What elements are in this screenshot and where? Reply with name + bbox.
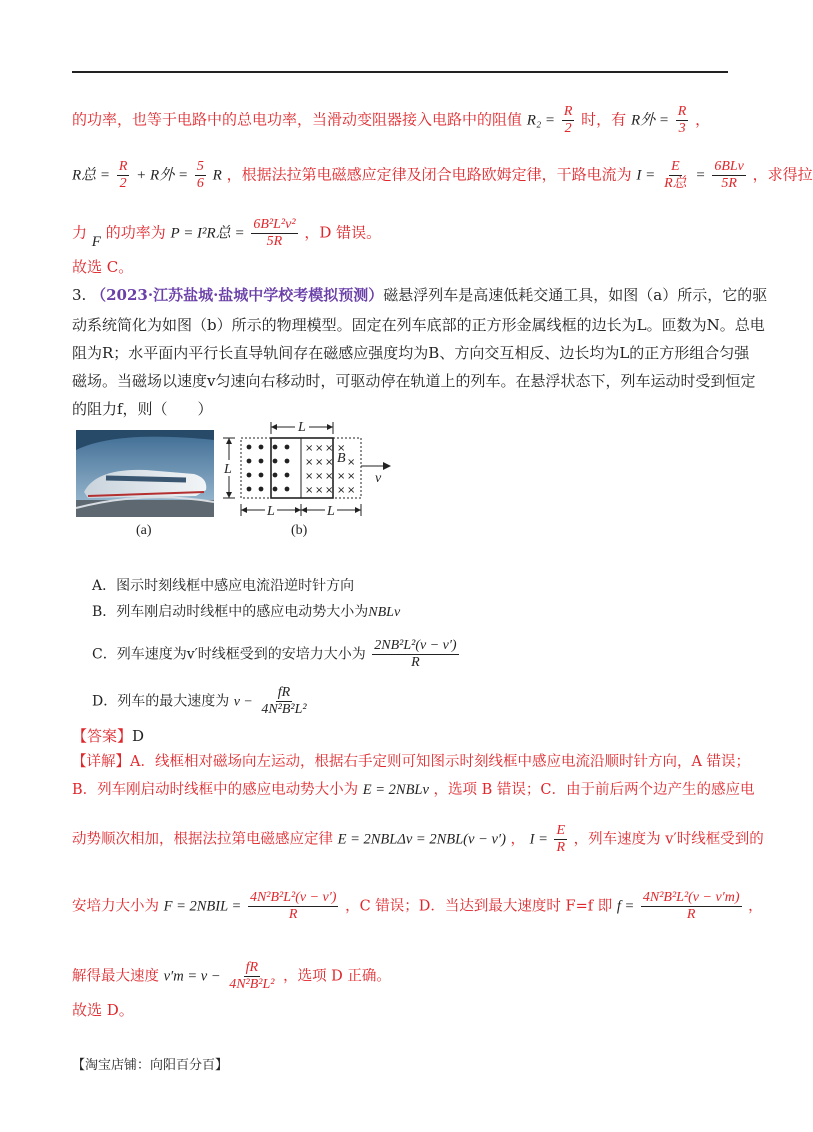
answer-label: 【答案】: [72, 727, 133, 745]
detail-label: 【详解】: [72, 754, 130, 770]
svg-text:×: ×: [305, 485, 314, 496]
figure-a-caption: (a): [136, 523, 152, 538]
detail-line5: 解得最大速度 v′m = v − $\frac{fR}{\text{4N²B²L²}}$ ，选项 D 正确。: [72, 960, 391, 992]
footer-shop-label: 【淘宝店铺：向阳百分百】: [72, 1058, 229, 1073]
svg-text:×: ×: [337, 471, 346, 482]
svg-text:×: ×: [305, 443, 314, 454]
fraction: $\frac{\text{6BLv}}{5R}$: [714, 159, 744, 191]
svg-text:×: ×: [337, 485, 346, 496]
answer-line: [72, 725, 144, 747]
math-r2: R₂ =: [526, 112, 556, 129]
svg-text:×: ×: [315, 457, 324, 468]
fraction: $\frac{\text{4N²B²L²(v − v′)}}{R}$: [249, 890, 337, 922]
fraction: $\frac{R}{2}$: [118, 159, 128, 191]
q3-line2: 动系统简化为如图（b）所示的物理模型。固定在列车底部的正方形金属线框的边长为L。匝数为N。总电: [72, 316, 765, 334]
para1-text: ，根据法拉第电磁感应定律及闭合电路欧姆定律，干路电流为: [226, 165, 632, 184]
answer-value: D: [132, 727, 145, 745]
svg-text:×: ×: [325, 485, 334, 496]
dim-bottom-right-label: L: [327, 504, 335, 519]
para1-text: 时，有: [581, 110, 627, 129]
question-source: （2023·江苏盐城·盐城中学校考模拟预测）: [91, 286, 384, 304]
field-b-label: B: [337, 451, 346, 466]
svg-text:×: ×: [325, 443, 334, 454]
dim-left-label: L: [224, 462, 232, 477]
field-dots: [247, 445, 290, 492]
fraction: $\frac{fR}{\text{4N²B²L²}}$: [261, 685, 307, 717]
svg-text:×: ×: [337, 443, 346, 454]
field-crosses: [305, 443, 355, 496]
math-rzong: R总 =: [72, 167, 111, 184]
svg-text:×: ×: [305, 457, 314, 468]
velocity-label: v: [375, 471, 382, 486]
svg-text:×: ×: [347, 471, 356, 482]
svg-text:×: ×: [347, 457, 356, 468]
header-rule: [72, 71, 728, 73]
option-b: B．列车刚启动时线框中的感应电动势大小为NBLv: [92, 604, 401, 620]
option-c: C．列车速度为v′时线框受到的安培力大小为 $\frac{\text{2NB²L²(v − v′)}}{R}$: [92, 638, 457, 670]
figure-b-caption: (b): [291, 523, 308, 538]
para1-line2: R总 = $\frac{R}{2}$ + R外 = $\frac{5}{6}$ R ，根据法拉第电磁感应定律及闭合电路欧姆定律，干路电流为 I = $\frac{E}{\text{R总}}$ = $\frac{\text{6BLv}}{5R}$ ，求得拉: [72, 159, 813, 191]
detail-line4: 安培力大小为 F = 2NBIL = $\frac{\text{4N²B²L²(v − v′)}}{R}$ ，C 错误；D．当达到最大速度时 F=f 即 f = $\frac{\text{4N²B²L²(v − v′m)}}{R}$ ，: [72, 890, 763, 922]
q3-line3: 阻为R；水平面内平行长直导轨间存在磁感应强度均为B、方向交互相反、边长均为L的正方形组合匀强: [72, 344, 750, 362]
para1-conclusion: 故选 C。: [72, 258, 134, 276]
para1-text: 的功率，也等于电路中的总电功率，当滑动变阻器接入电路中的阻值: [72, 110, 523, 129]
fraction: $\frac{E}{R}$: [556, 823, 566, 855]
svg-text:×: ×: [305, 471, 314, 482]
math-rwai: R外 =: [630, 112, 670, 129]
q3-line5: 的阻力f，则（ ）: [72, 400, 213, 418]
svg-text:×: ×: [315, 443, 324, 454]
option-d: D．列车的最大速度为 v − $\frac{fR}{\text{4N²B²L²}}$: [92, 685, 307, 717]
dim-bottom-left-label: L: [267, 504, 275, 519]
dim-top-label: L: [298, 420, 306, 435]
option-a: A．图示时刻线框中感应电流沿逆时针方向: [92, 578, 355, 594]
fraction: $\frac{R}{2}$: [563, 104, 573, 136]
q3-line1: 3. （2023·江苏盐城·盐城中学校考模拟预测）磁悬浮列车是高速低耗交通工具，如图（a）所示，它的驱: [72, 286, 768, 304]
fraction: $\frac{\text{4N²B²L²(v − v′m)}}{R}$: [642, 890, 740, 922]
detail-line2: B．列车刚启动时线框中的感应电动势大小为 E = 2NBLv ，选项 B 错误；C．由于前后两个边产生的感应电: [72, 782, 755, 798]
fraction: $\frac{\text{2NB²L²(v − v′)}}{R}$: [374, 638, 457, 670]
svg-text:×: ×: [325, 457, 334, 468]
maglev-train-photo: [76, 430, 214, 517]
fraction: $\frac{R}{3}$: [677, 104, 687, 136]
question-number: 3.: [72, 286, 87, 304]
svg-text:×: ×: [315, 485, 324, 496]
fraction: $\frac{\text{6B²L²v²}}{5R}$: [253, 217, 296, 249]
svg-text:×: ×: [315, 471, 324, 482]
fraction: $\frac{E}{\text{R总}}$: [664, 159, 687, 191]
q3-line4: 磁场。当磁场以速度v匀速向右移动时，可驱动停在轨道上的列车。在悬浮状态下，列车运动时受到恒定: [72, 372, 756, 390]
magnetic-field-diagram: [215, 418, 395, 522]
svg-text:×: ×: [347, 485, 356, 496]
para1-line1: 的功率，也等于电路中的总电功率，当滑动变阻器接入电路中的阻值 R₂ = $\frac{R}{2}$ 时，有 R外 = $\frac{R}{3}$ ，: [72, 104, 711, 136]
detail-line1: 【详解】A．线框相对磁场向左运动，根据右手定则可知图示时刻线框中感应电流沿顺时针方向，A 错误；: [72, 754, 751, 770]
fraction: $\frac{5}{6}$: [196, 159, 204, 191]
fraction: $\frac{fR}{\text{4N²B²L²}}$: [229, 960, 275, 992]
svg-text:×: ×: [325, 471, 334, 482]
detail-line3: 动势顺次相加，根据法拉第电磁感应定律 E = 2NBLΔv = 2NBL(v − v′) ， I = $\frac{E}{R}$ ，列车速度为 v′时线框受到的: [72, 823, 764, 855]
para1-line3: 力 F 的功率为 P = I²R总 = $\frac{\text{6B²L²v²}}{5R}$ ，D 错误。: [72, 217, 382, 250]
detail-conclusion: 故选 D。: [72, 1001, 134, 1019]
